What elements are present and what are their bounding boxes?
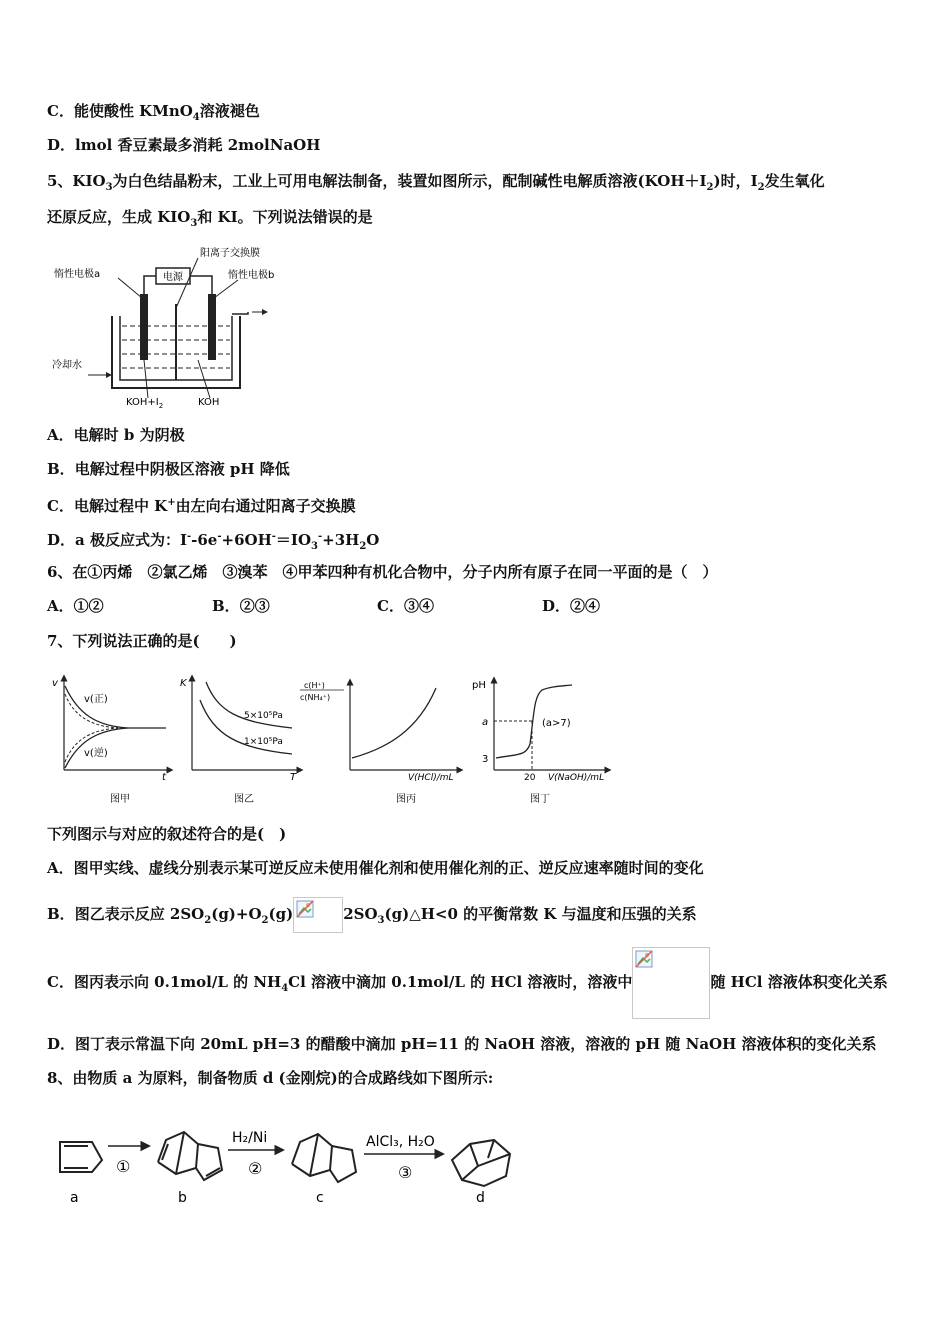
compound-a <box>60 1142 102 1172</box>
q5-stem-line1: 5、$KIO_3$为白色结晶粉末，工业上可用电解法制备，装置如图所示，配制碱性电解质溶液$(KOH+I_2)$时，$I_2$发生氧化 <box>47 172 825 193</box>
broken-image-placeholder <box>293 897 343 933</box>
svg-text:20: 20 <box>524 773 536 783</box>
svg-text:T: T <box>290 772 297 783</box>
svg-text:3: 3 <box>482 754 489 765</box>
caption-ding: 图丁 <box>530 794 550 805</box>
q5-stem-line2: 还原反应，生成 $KIO_3$和 KI。下列说法错误的是 <box>47 208 373 229</box>
svg-text:v(逆): v(逆) <box>84 748 108 759</box>
q5-option-c: C．电解过程中 K+由左向右通过阳离子交换膜 <box>47 497 356 515</box>
svg-text:K: K <box>180 678 187 689</box>
q5-option-d: D．a 极反应式为：$I^--6e^-+6OH^-=IO_3^-+3H_2O$ <box>47 531 380 552</box>
cooling-water-label: 冷却水 <box>52 360 82 371</box>
svg-text:v(正): v(正) <box>84 694 108 705</box>
graph-bing <box>300 681 460 805</box>
q4-option-c: C．能使酸性 KMnO$_4$溶液褪色 <box>47 102 260 123</box>
svg-text:pH: pH <box>472 680 486 691</box>
broken-image-placeholder <box>632 947 710 1019</box>
svg-text:d: d <box>476 1190 485 1206</box>
q7-option-d: D．图丁表示常温下向 20mL pH=3 的醋酸中滴加 pH=11 的 NaOH 溶液，溶液的 pH 随 NaOH 溶液体积的变化关系 <box>47 1035 877 1053</box>
svg-text:c(H⁺): c(H⁺) <box>304 681 325 690</box>
membrane-label: 阳离子交换膜 <box>200 248 260 259</box>
svg-text:c(NH₄⁺): c(NH₄⁺) <box>300 693 331 702</box>
svg-text:t: t <box>162 772 166 783</box>
q6-stem: 6、在①丙烯 ②氯乙烯 ③溴苯 ④甲苯四种有机化合物中，分子内所有原子在同一平面的是（ ） <box>47 563 718 581</box>
right-solution-label: KOH <box>198 397 220 408</box>
svg-text:V(HCl)/mL: V(HCl)/mL <box>408 773 454 783</box>
q7-option-c: C．图丙表示向 0.1mol/L 的 $NH_4Cl$ 溶液中滴加 0.1mol/L 的 HCl 溶液时，溶液中 随 HCl 溶液体积变化关系 <box>47 946 888 1025</box>
left-solution-label: $KOH+I_2$ <box>126 397 164 410</box>
svg-text:(a>7): (a>7) <box>542 718 571 729</box>
electrode-a-label: 惰性电极a <box>54 269 101 280</box>
caption-bing: 图丙 <box>396 794 416 805</box>
compound-d <box>452 1140 510 1186</box>
broken-image-icon <box>296 900 314 918</box>
svg-text:a: a <box>70 1190 79 1206</box>
compound-b <box>158 1132 222 1180</box>
q7-stem: 7、下列说法正确的是( ) <box>47 632 237 650</box>
caption-yi: 图乙 <box>234 794 254 805</box>
q6-option-a: A．①② <box>47 597 104 615</box>
q4-option-d: D．lmol 香豆素最多消耗 2molNaOH <box>47 136 321 154</box>
caption-jia: 图甲 <box>110 794 130 805</box>
q6-options <box>47 596 600 616</box>
electrolysis-cell-figure <box>48 240 288 412</box>
svg-text:①: ① <box>116 1157 131 1176</box>
svg-text:b: b <box>178 1190 187 1206</box>
graph-yi <box>180 678 300 805</box>
svg-text:v: v <box>52 678 58 689</box>
q6-option-b: B．②③ <box>212 597 270 615</box>
svg-text:V(NaOH)/mL: V(NaOH)/mL <box>548 773 605 783</box>
q7-option-b: B．图乙表示反应 $2SO_2(g)+O_2(g)$ $2SO_3(g)\triangle H<0$ 的平衡常数 K 与温度和压强的关系 <box>47 896 697 939</box>
power-label: 电源 <box>163 272 183 283</box>
q7-substem: 下列图示与对应的叙述符合的是( ) <box>47 825 287 843</box>
synthesis-scheme <box>48 1110 528 1210</box>
svg-text:②: ② <box>248 1159 263 1178</box>
compound-c <box>292 1134 356 1182</box>
svg-text:H₂/Ni: H₂/Ni <box>232 1130 268 1146</box>
q8-stem: 8、由物质 a 为原料，制备物质 d (金刚烷)的合成路线如下图所示: <box>47 1069 494 1087</box>
svg-text:1×10⁵Pa: 1×10⁵Pa <box>244 737 283 747</box>
svg-text:c: c <box>316 1190 324 1206</box>
q7-graphs <box>48 674 628 810</box>
q5-option-a: A．电解时 b 为阴极 <box>47 426 185 444</box>
svg-text:AlCl₃, H₂O: AlCl₃, H₂O <box>366 1134 435 1150</box>
broken-image-icon <box>635 950 653 968</box>
graph-jia <box>52 678 170 805</box>
q6-option-d: D．②④ <box>542 597 601 615</box>
graph-ding <box>472 680 608 805</box>
q5-option-b: B．电解过程中阴极区溶液 pH 降低 <box>47 460 290 478</box>
q7-option-a: A．图甲实线、虚线分别表示某可逆反应未使用催化剂和使用催化剂的正、逆反应速率随时间的变化 <box>47 859 704 877</box>
svg-text:a: a <box>482 717 489 728</box>
svg-text:③: ③ <box>398 1163 413 1182</box>
svg-text:5×10⁵Pa: 5×10⁵Pa <box>244 711 283 721</box>
q6-option-c: C．③④ <box>377 597 434 615</box>
electrode-b-label: 惰性电极b <box>228 270 275 281</box>
